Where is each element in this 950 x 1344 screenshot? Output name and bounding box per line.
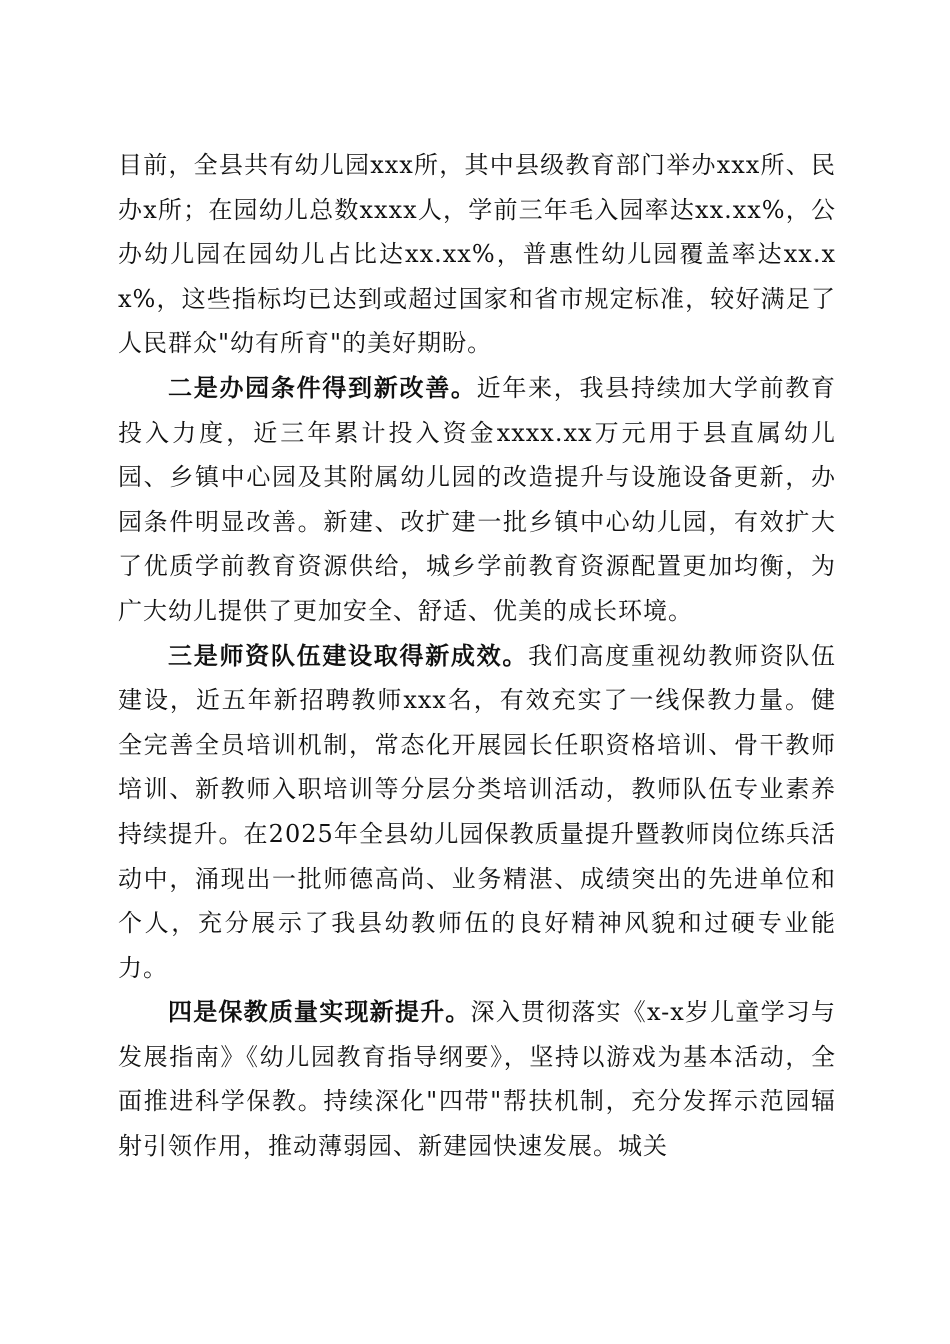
paragraph-heading: 二是办园条件得到新改善。 [168,372,477,402]
paragraph-text: 近年来，我县持续加大学前教育投入力度，近三年累计投入资金xxxx.xx万元用于县直属幼儿园、乡镇中心园及其附属幼儿园的改造提升与设施设备更新，办园条件明显改善。新建、改扩建一批乡镇中心幼儿园，有效扩大了优质学前教育资源供给，城乡学前教育资源配置更加均衡，为广大幼儿提供了更加安全、舒适、优美的成长环境。 [118,373,836,625]
document-page [118,143,836,1169]
paragraph-text: 深入贯彻落实《x-x岁儿童学习与发展指南》《幼儿园教育指导纲要》，坚持以游戏为基本活动，全面推进科学保教。持续深化"四带"帮扶机制，充分发挥示范园辐射引领作用，推动薄弱园、新建园快速发展。城关 [118,998,836,1161]
paragraph-enrollment-stats [118,143,836,366]
paragraph-education-quality [118,990,836,1168]
paragraph-text: 我们高度重视幼教师资队伍建设，近五年新招聘教师xxx名，有效充实了一线保教力量。健全完善全员培训机制，常态化开展园长任职资格培训、骨干教师培训、新教师入职培训等分层分类培训活动，教师队伍专业素养持续提升。在2025年全县幼儿园保教质量提升暨教师岗位练兵活动中，涌现出一批师德高尚、业务精湛、成绩突出的先进单位和个人，充分展示了我县幼教师伍的良好精神风貌和过硬专业能力。 [118,641,837,982]
paragraph-teacher-team [118,634,836,991]
paragraph-heading: 四是保教质量实现新提升。 [168,997,471,1027]
paragraph-school-conditions [118,366,836,634]
paragraph-heading: 三是师资队伍建设取得新成效。 [168,640,529,670]
paragraph-text: 目前，全县共有幼儿园xxx所，其中县级教育部门举办xxx所、民办x所；在园幼儿总数xxxx人，学前三年毛入园率达xx.xx%，公办幼儿园在园幼儿占比达xx.xx%，普惠性幼儿园覆盖率达xx.xx%，这些指标均已达到或超过国家和省市规定标准，较好满足了人民群众"幼有所育"的美好期盼。 [118,151,836,358]
